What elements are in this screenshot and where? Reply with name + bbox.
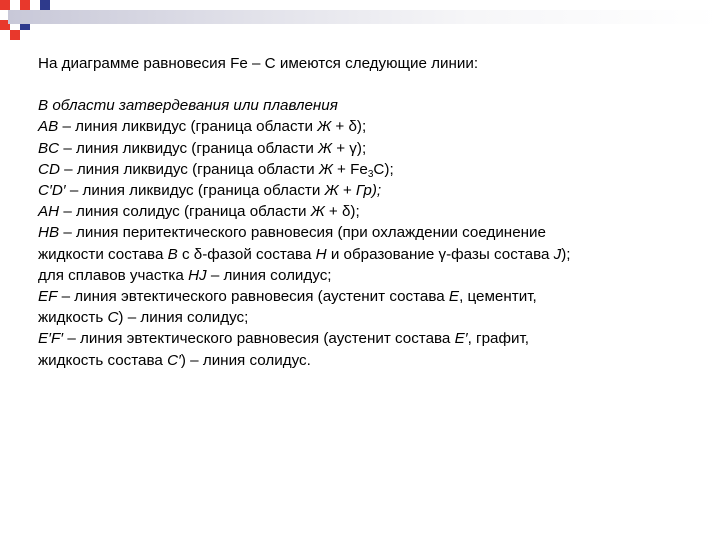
- text-line: [38, 95, 688, 116]
- text-segment: + δ);: [324, 203, 360, 221]
- text-segment: – линия эвтектического равновесия (аустенит состава: [57, 288, 449, 306]
- slide-body: [38, 53, 688, 371]
- text-segment: C: [107, 309, 119, 327]
- text-segment: жидкость: [38, 309, 108, 327]
- text-segment: E′F′: [38, 330, 64, 348]
- text-segment: E: [448, 288, 460, 306]
- text-segment: ) – линия солидус;: [118, 309, 249, 327]
- text-segment: жидкость состава: [38, 351, 168, 369]
- text-segment: B: [167, 245, 178, 263]
- logo-square: [10, 30, 20, 40]
- text-segment: и образование γ-фазы состава: [326, 245, 554, 263]
- slide-heading: На диаграмме равновесия Fe – C имеются следующие линии:: [38, 55, 479, 72]
- text-line: [38, 159, 688, 180]
- text-segment: + γ);: [331, 139, 367, 157]
- text-line: [38, 180, 688, 201]
- text-segment: HB: [38, 224, 60, 242]
- text-segment: Ж: [318, 139, 332, 157]
- text-segment: );: [561, 245, 571, 263]
- spacer: [38, 74, 688, 95]
- text-segment: E′: [454, 330, 468, 348]
- text-segment: – линия солидус;: [206, 266, 332, 284]
- line-list: [38, 95, 688, 371]
- text-segment: – линия эвтектического равновесия (аустенит состава: [63, 330, 455, 348]
- text-segment: Ж + Гр);: [324, 182, 382, 200]
- text-segment: – линия ликвидус (граница области: [59, 160, 319, 178]
- text-segment: Ж: [318, 160, 333, 178]
- text-segment: Ж: [310, 203, 325, 221]
- text-segment: + Fe: [332, 160, 368, 178]
- text-segment: AH: [38, 203, 60, 221]
- text-segment: CD: [38, 160, 60, 178]
- header-gradient-bar: [8, 10, 720, 24]
- text-segment: , цементит,: [459, 288, 537, 306]
- text-segment: EF: [38, 288, 58, 306]
- text-segment: H: [315, 245, 327, 263]
- text-segment: В области затвердевания или плавления: [38, 97, 338, 115]
- text-line: [38, 328, 688, 349]
- text-line: [38, 201, 688, 222]
- text-line: [38, 265, 688, 286]
- text-segment: ) – линия солидус.: [180, 351, 311, 369]
- text-segment: – линия солидус (граница области: [59, 203, 311, 221]
- text-segment: жидкости состава: [38, 245, 168, 263]
- text-segment: – линия ликвидус (граница области: [59, 139, 319, 157]
- text-segment: – линия перитектического равновесия (при охлаждении соединение: [59, 224, 546, 242]
- text-line: [38, 222, 688, 243]
- text-line: [38, 286, 688, 307]
- text-segment: + δ);: [331, 118, 367, 136]
- text-segment: BC: [38, 139, 60, 157]
- text-segment: , графит,: [467, 330, 529, 348]
- text-segment: – линия ликвидус (граница области: [58, 118, 318, 136]
- text-line: [38, 350, 688, 371]
- logo-square: [40, 0, 50, 10]
- logo-square: [0, 0, 10, 10]
- text-segment: C);: [373, 160, 394, 178]
- text-segment: C′: [167, 351, 181, 369]
- text-segment: HJ: [188, 266, 207, 284]
- text-segment: для сплавов участка: [38, 266, 189, 284]
- text-line: [38, 244, 688, 265]
- text-line: [38, 116, 688, 137]
- text-segment: с δ-фазой состава: [177, 245, 316, 263]
- text-line: [38, 138, 688, 159]
- text-line: [38, 307, 688, 328]
- text-segment: C′D′: [38, 182, 66, 200]
- text-segment: J: [553, 245, 562, 263]
- text-segment: AB: [38, 118, 59, 136]
- text-segment: Ж: [317, 118, 332, 136]
- text-segment: 3: [367, 168, 374, 180]
- logo-square: [20, 0, 30, 10]
- text-segment: – линия ликвидус (граница области: [65, 182, 325, 200]
